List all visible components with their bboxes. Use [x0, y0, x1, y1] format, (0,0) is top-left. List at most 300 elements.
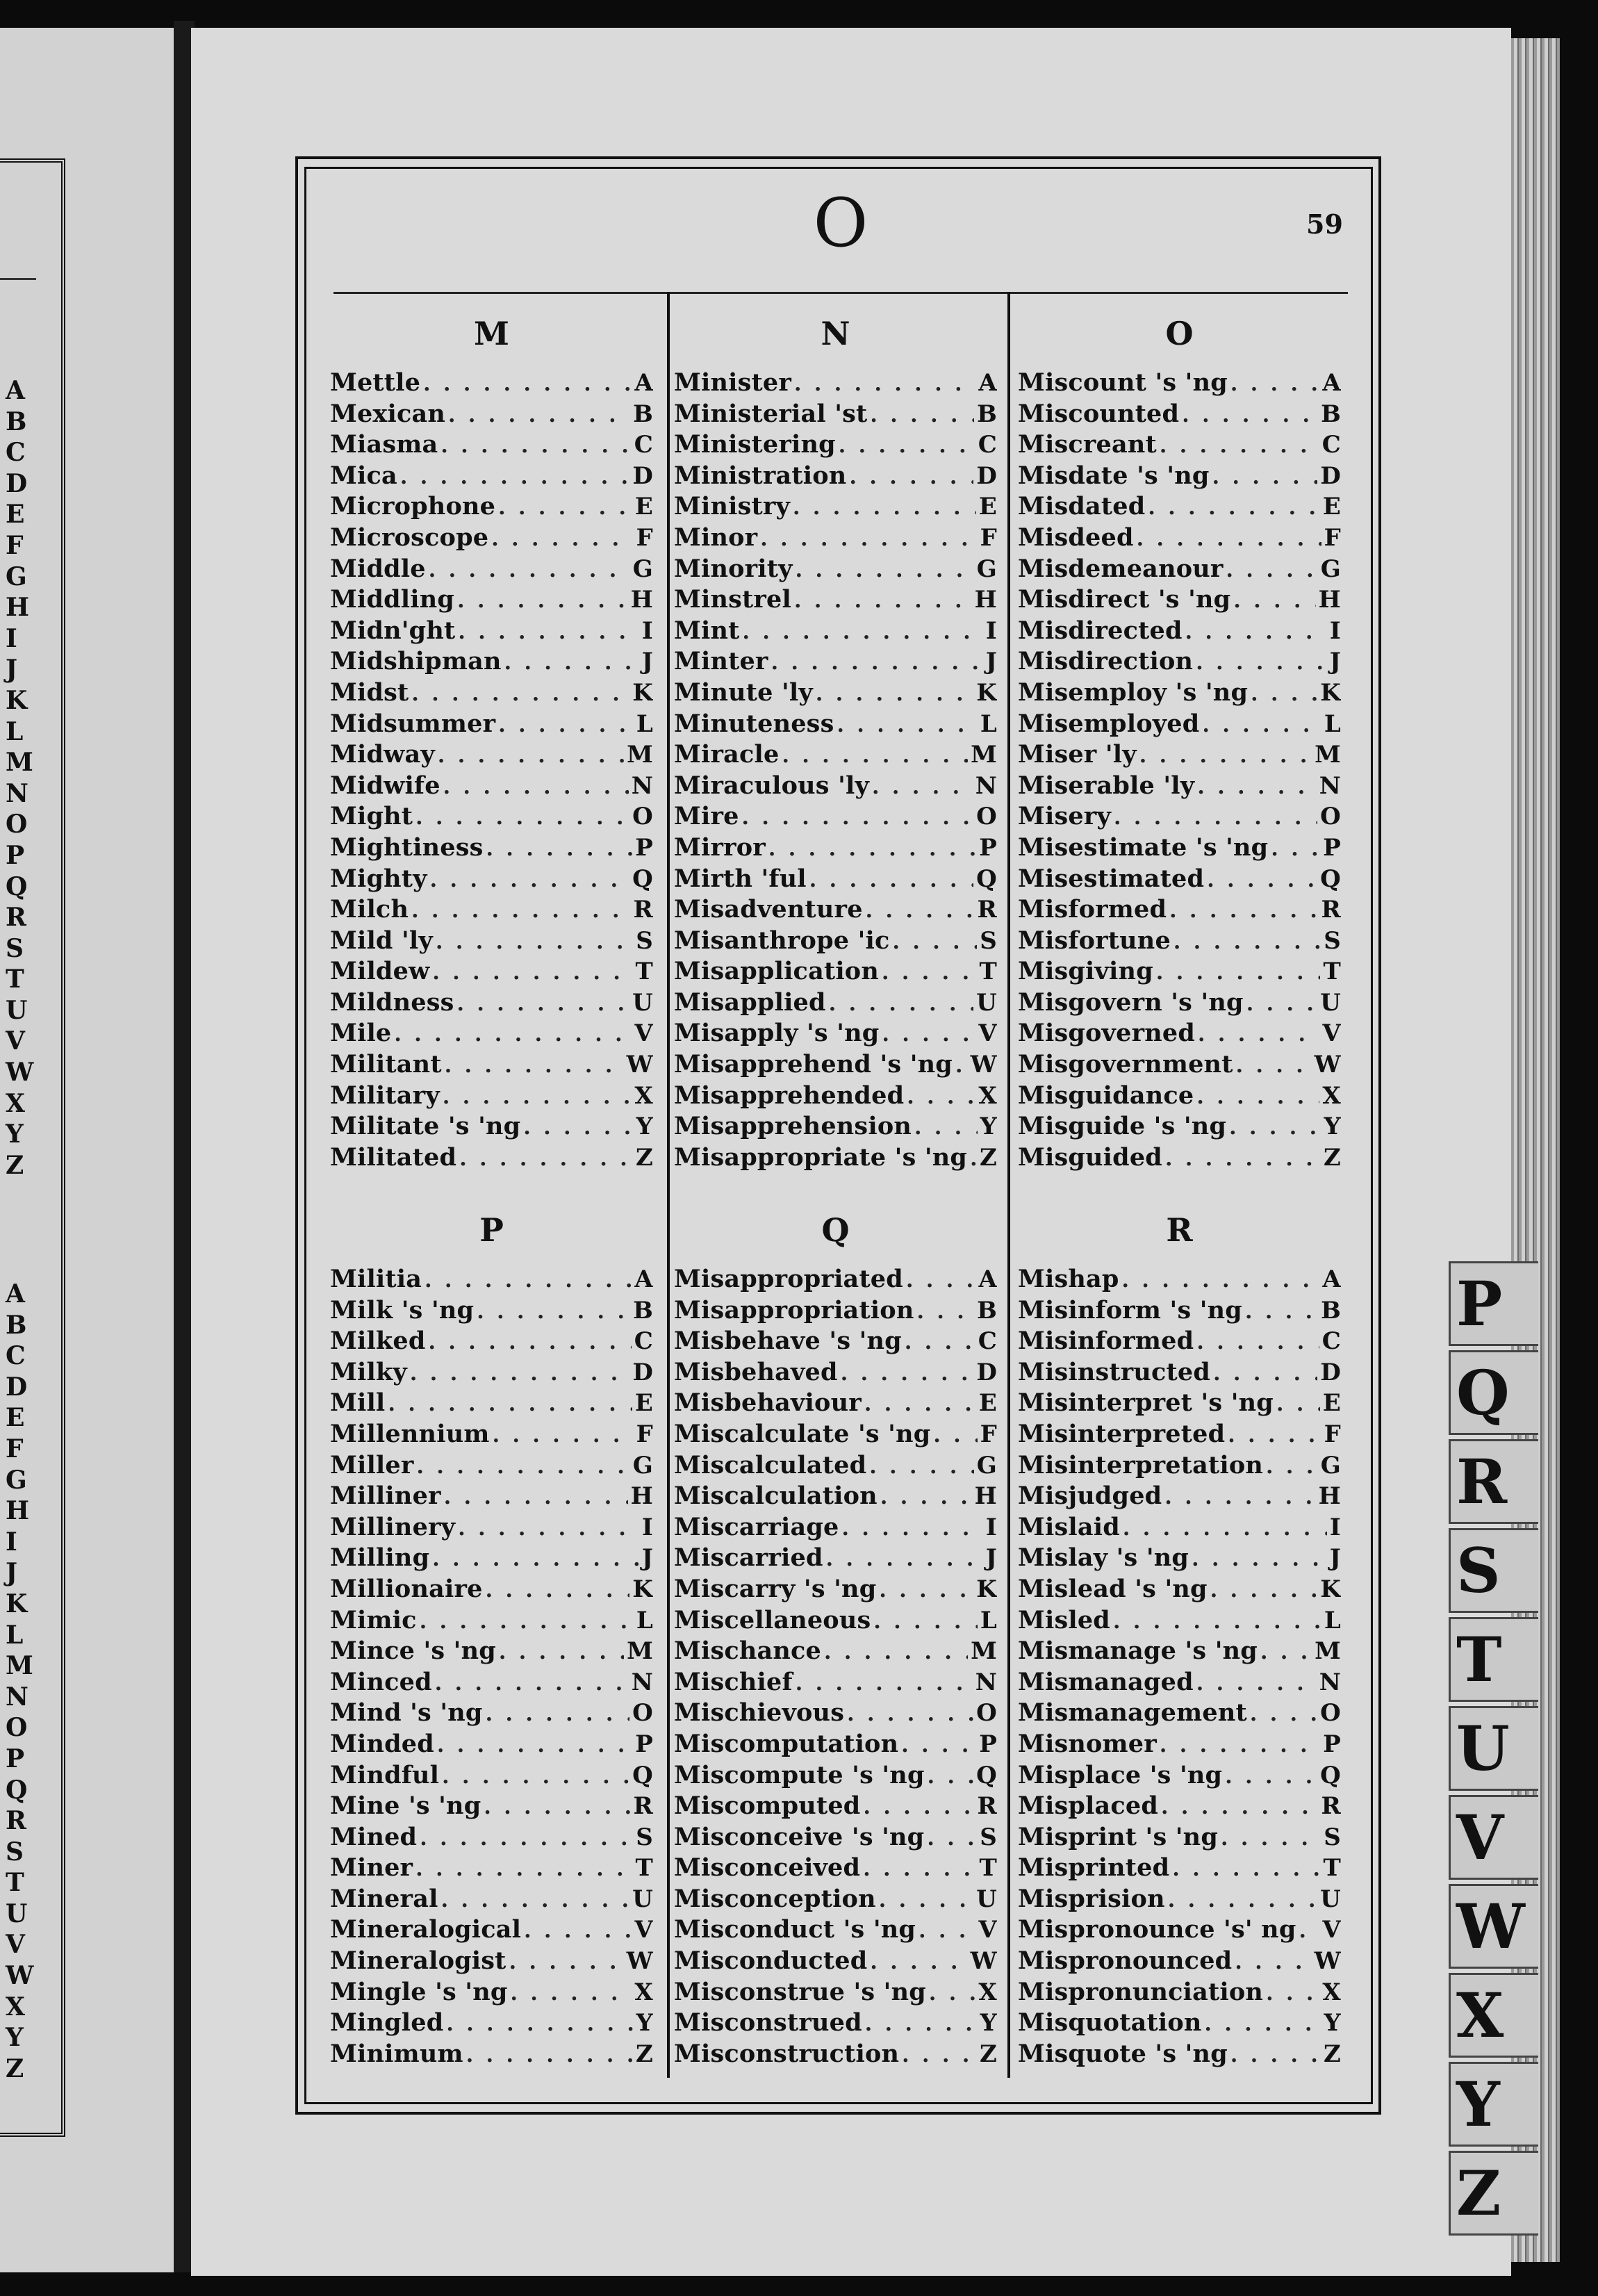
- index-entry: [1018, 1019, 1341, 1050]
- leader-dots: [1168, 1888, 1317, 1912]
- index-entry: [1018, 1853, 1341, 1885]
- index-entry: [674, 1019, 997, 1050]
- leader-dots: [1122, 1268, 1320, 1293]
- entry-list: [1018, 368, 1341, 1174]
- entry-key-letter: R: [1321, 1792, 1341, 1821]
- entry-word: Militated: [330, 1142, 457, 1172]
- entry-word: Mexican: [330, 399, 446, 428]
- entry-key-letter: B: [977, 400, 997, 428]
- leader-dots: [498, 495, 632, 520]
- entry-key-letter: T: [635, 958, 653, 986]
- entry-key-letter: W: [1314, 1051, 1341, 1079]
- index-entry: [674, 1730, 997, 1761]
- index-entry: [1018, 492, 1341, 523]
- leader-dots: [1148, 495, 1319, 520]
- index-entry: [674, 833, 997, 864]
- entry-word: Mismanaged: [1018, 1667, 1194, 1696]
- entry-word: Mishap: [1018, 1265, 1119, 1293]
- entry-key-letter: E: [634, 1389, 653, 1418]
- leader-dots: [829, 992, 973, 1016]
- entry-word: Ministering: [674, 430, 836, 459]
- entry-word: Misconducted: [674, 1946, 868, 1976]
- index-entry: [1018, 833, 1341, 864]
- entry-word: Misgovernment: [1018, 1050, 1233, 1079]
- facing-page-letter: M: [6, 1651, 33, 1681]
- entry-key-letter: W: [1314, 1947, 1341, 1976]
- leader-dots: [970, 1147, 977, 1171]
- entry-key-letter: W: [970, 1947, 997, 1976]
- facing-page-letter: Q: [6, 1775, 28, 1805]
- entry-word: Miscalculated: [674, 1450, 867, 1479]
- entry-key-letter: E: [1322, 493, 1341, 521]
- entry-key-letter: P: [979, 833, 997, 862]
- entry-word: Miscarriage: [674, 1512, 839, 1541]
- entry-word: Mighty: [330, 864, 427, 893]
- index-entry: [674, 1698, 997, 1730]
- entry-word: Middle: [330, 554, 426, 583]
- leader-dots: [1213, 1361, 1317, 1386]
- entry-key-letter: A: [1322, 369, 1341, 397]
- index-entry: [1018, 1388, 1341, 1420]
- facing-page-letter: S: [6, 933, 24, 963]
- entry-word: Misdirection: [1018, 647, 1194, 676]
- entry-key-letter: M: [1315, 1637, 1341, 1666]
- entry-key-letter: Q: [1320, 1761, 1341, 1789]
- index-entry: [1018, 461, 1341, 493]
- entry-word: Misapprehended: [674, 1081, 905, 1110]
- leader-dots: [420, 1826, 633, 1851]
- index-entry: [674, 926, 997, 958]
- leader-dots: [498, 713, 634, 737]
- entry-key-letter: G: [632, 1451, 653, 1479]
- leader-dots: [872, 775, 973, 799]
- entry-word: Misery: [1018, 802, 1111, 831]
- leader-dots: [837, 713, 978, 737]
- entry-key-letter: L: [1324, 1606, 1341, 1634]
- leader-dots: [893, 930, 978, 954]
- entry-word: Microscope: [330, 523, 489, 552]
- index-entry: [330, 678, 653, 710]
- leader-dots: [423, 372, 632, 396]
- entry-word: Mint: [674, 616, 740, 645]
- entry-word: Mislaid: [1018, 1512, 1120, 1541]
- leader-dots: [477, 1299, 630, 1324]
- section-n: [674, 299, 997, 1174]
- leader-dots: [1230, 372, 1320, 396]
- thumb-tab-s[interactable]: S: [1449, 1528, 1538, 1613]
- facing-page-letter: I: [6, 1527, 17, 1557]
- thumb-tab-u[interactable]: U: [1449, 1706, 1538, 1791]
- entry-key-letter: X: [634, 1081, 653, 1110]
- leader-dots: [388, 1392, 632, 1416]
- entry-key-letter: E: [978, 493, 997, 521]
- facing-page-letter: G: [6, 561, 27, 591]
- entry-word: Mischance: [674, 1637, 822, 1666]
- index-entry: [674, 2008, 997, 2040]
- facing-page-letter: G: [6, 1465, 27, 1495]
- leader-dots: [1233, 589, 1315, 613]
- entry-word: Misgoverned: [1018, 1019, 1195, 1048]
- leader-dots: [864, 1392, 976, 1416]
- leader-dots: [742, 620, 982, 644]
- entry-key-letter: Y: [636, 1113, 653, 1141]
- facing-page-letter: H: [6, 593, 30, 623]
- entry-word: Miscount 's 'ng: [1018, 368, 1228, 397]
- entry-word: Misplaced: [1018, 1791, 1159, 1821]
- index-entry: [1018, 1761, 1341, 1792]
- index-entry: [1018, 1791, 1341, 1823]
- leader-dots: [429, 558, 630, 582]
- index-entry: [330, 1358, 653, 1389]
- entry-word: Misappropriate 's 'ng: [674, 1142, 968, 1172]
- entry-word: Misinstructed: [1018, 1357, 1211, 1386]
- leader-dots: [928, 1764, 974, 1789]
- entry-key-letter: J: [1329, 1544, 1341, 1573]
- leader-dots: [1123, 1516, 1327, 1541]
- entry-key-letter: T: [979, 1854, 997, 1883]
- leader-dots: [436, 930, 633, 954]
- index-entry: [674, 1451, 997, 1482]
- entry-key-letter: H: [630, 586, 653, 614]
- leader-dots: [1212, 465, 1318, 489]
- leader-dots: [524, 1919, 632, 1943]
- index-entry: [1018, 430, 1341, 461]
- entry-word: Mildew: [330, 957, 430, 986]
- facing-page-letter: V: [6, 1930, 25, 1960]
- index-entry: [330, 492, 653, 523]
- entry-word: Misquotation: [1018, 2008, 1202, 2037]
- leader-dots: [824, 1640, 968, 1664]
- column-divider-2: [1007, 292, 1010, 2078]
- leader-dots: [879, 1888, 973, 1912]
- entry-key-letter: A: [634, 1265, 653, 1293]
- index-entry: [330, 1885, 653, 1916]
- leader-dots: [1114, 805, 1317, 830]
- leader-dots: [880, 1485, 972, 1509]
- leader-dots: [1260, 1640, 1312, 1664]
- facing-page-letter: Q: [6, 871, 28, 901]
- index-entry: [330, 1143, 653, 1174]
- index-entry: [330, 400, 653, 431]
- entry-word: Misconstrued: [674, 2008, 862, 2037]
- entry-key-letter: Z: [979, 2040, 997, 2068]
- leader-dots: [1225, 1764, 1317, 1789]
- thumb-tab-q[interactable]: Q: [1449, 1350, 1538, 1435]
- entry-key-letter: J: [985, 648, 997, 676]
- entry-word: Milliner: [330, 1482, 441, 1511]
- index-entry: [330, 1420, 653, 1451]
- index-entry: [674, 1358, 997, 1389]
- entry-key-letter: R: [633, 1792, 653, 1821]
- entry-list: [674, 368, 997, 1174]
- facing-page-letter: I: [6, 623, 17, 653]
- entry-key-letter: E: [978, 1389, 997, 1418]
- entry-key-letter: X: [978, 1081, 997, 1110]
- entry-key-letter: F: [980, 523, 997, 552]
- index-entry: [330, 926, 653, 958]
- index-entry: [674, 988, 997, 1019]
- facing-page-letter: P: [6, 1744, 25, 1773]
- entry-key-letter: M: [971, 1637, 997, 1666]
- leader-dots: [417, 1454, 630, 1479]
- index-entry: [1018, 1513, 1341, 1544]
- entry-key-letter: L: [636, 1606, 653, 1634]
- leader-dots: [1196, 650, 1327, 675]
- entry-key-letter: Q: [1320, 864, 1341, 893]
- facing-page-letter: C: [6, 438, 26, 468]
- index-entry: [674, 1327, 997, 1358]
- facing-page-letter: E: [6, 500, 25, 530]
- entry-word: Ministry: [674, 492, 791, 521]
- entry-key-letter: C: [1321, 1327, 1341, 1356]
- entry-word: Minute 'ly: [674, 678, 813, 707]
- index-entry: [674, 1050, 997, 1081]
- facing-page-letter: B: [6, 1310, 27, 1340]
- thumb-tab-w[interactable]: W: [1449, 1884, 1538, 1969]
- leader-dots: [865, 2012, 978, 2036]
- index-entry: [330, 1265, 653, 1296]
- facing-page-letter: J: [6, 655, 18, 684]
- leader-dots: [459, 1147, 633, 1171]
- entry-key-letter: K: [1320, 1575, 1341, 1603]
- entry-word: Minced: [330, 1667, 432, 1696]
- entry-word: Mettle: [330, 368, 421, 397]
- entry-key-letter: R: [977, 1792, 997, 1821]
- entry-word: Misadventure: [674, 895, 863, 924]
- index-entry: [330, 523, 653, 555]
- entry-key-letter: D: [1320, 1358, 1341, 1386]
- entry-key-letter: Y: [1324, 1113, 1341, 1141]
- leader-dots: [1196, 1671, 1317, 1696]
- facing-page-letter: X: [6, 1992, 25, 2022]
- entry-key-letter: F: [1324, 1420, 1341, 1448]
- index-entry: [674, 1575, 997, 1606]
- leader-dots: [509, 1950, 624, 1974]
- index-entry: [330, 1019, 653, 1050]
- leader-dots: [1235, 1950, 1311, 1974]
- entry-key-letter: B: [633, 400, 653, 428]
- leader-dots: [432, 1547, 639, 1571]
- entry-word: Misquote 's 'ng: [1018, 2039, 1228, 2068]
- index-entry: [330, 1637, 653, 1668]
- index-entry: [330, 555, 653, 586]
- entry-word: Minister: [674, 368, 791, 397]
- facing-page-letter: N: [6, 778, 28, 808]
- entry-word: Miscalculation: [674, 1482, 878, 1511]
- entry-key-letter: D: [1320, 461, 1341, 490]
- entry-key-letter: Y: [636, 2009, 653, 2037]
- index-entry: [674, 740, 997, 771]
- entry-word: Misdirected: [1018, 616, 1183, 645]
- index-entry: [1018, 1885, 1341, 1916]
- leader-dots: [1113, 1609, 1321, 1634]
- entry-key-letter: Y: [980, 2009, 997, 2037]
- thumb-tab-z[interactable]: Z: [1449, 2151, 1538, 2236]
- entry-word: Miscellaneous: [674, 1605, 871, 1634]
- index-entry: [330, 647, 653, 678]
- entry-word: Midshipman: [330, 647, 502, 676]
- entry-word: Misdemeanour: [1018, 554, 1224, 583]
- index-entry: [330, 864, 653, 896]
- leader-dots: [879, 1578, 973, 1602]
- index-entry: [674, 957, 997, 988]
- facing-page-letter: N: [6, 1682, 28, 1712]
- entry-key-letter: E: [1322, 1389, 1341, 1418]
- entry-list: [674, 1265, 997, 2070]
- leader-dots: [1221, 1826, 1321, 1851]
- index-entry: [1018, 1978, 1341, 2009]
- entry-key-letter: F: [1324, 523, 1341, 552]
- leader-dots: [1198, 1022, 1319, 1047]
- entry-key-letter: H: [1318, 1482, 1341, 1511]
- entry-word: Misformed: [1018, 895, 1167, 924]
- entry-key-letter: A: [978, 1265, 997, 1293]
- thumb-tab-x[interactable]: X: [1449, 1973, 1538, 2058]
- leader-dots: [458, 620, 639, 644]
- leader-dots: [742, 805, 974, 830]
- facing-page-letter: S: [6, 1837, 24, 1867]
- entry-key-letter: O: [1320, 803, 1341, 831]
- entry-word: Might: [330, 802, 413, 831]
- index-entry: [674, 1265, 997, 1296]
- leader-dots: [394, 1022, 632, 1047]
- entry-key-letter: H: [974, 1482, 997, 1511]
- index-entry: [1018, 1698, 1341, 1730]
- thumb-tab-p[interactable]: P: [1449, 1261, 1538, 1346]
- index-entry: [330, 585, 653, 616]
- entry-word: Mislay 's 'ng: [1018, 1543, 1189, 1573]
- entry-word: Misappropriation: [674, 1295, 914, 1325]
- entry-key-letter: Z: [979, 1143, 997, 1172]
- entry-key-letter: C: [1321, 431, 1341, 459]
- leader-dots: [1197, 775, 1316, 799]
- entry-key-letter: H: [974, 586, 997, 614]
- index-entry: [1018, 1143, 1341, 1174]
- entry-word: Misestimated: [1018, 864, 1205, 893]
- leader-dots: [1169, 899, 1318, 923]
- entry-key-letter: Z: [635, 1143, 653, 1172]
- entry-key-letter: Q: [976, 1761, 997, 1789]
- index-entry: [1018, 1420, 1341, 1451]
- leader-dots: [484, 1795, 630, 1819]
- leader-dots: [415, 805, 629, 830]
- leader-dots: [410, 1361, 629, 1386]
- entry-key-letter: H: [630, 1482, 653, 1511]
- leader-dots: [435, 1671, 629, 1696]
- entry-key-letter: R: [633, 896, 653, 924]
- entry-word: Ministration: [674, 461, 847, 490]
- facing-page-letter: E: [6, 1403, 25, 1433]
- entry-key-letter: M: [627, 741, 653, 769]
- leader-dots: [438, 744, 624, 768]
- entry-key-letter: S: [980, 926, 997, 955]
- entry-word: Microphone: [330, 492, 496, 521]
- index-entry: [330, 1606, 653, 1637]
- entry-word: Misguided: [1018, 1142, 1162, 1172]
- entry-key-letter: F: [980, 1420, 997, 1448]
- entry-word: Midst: [330, 678, 409, 707]
- leader-dots: [1160, 1733, 1320, 1757]
- entry-key-letter: R: [977, 896, 997, 924]
- leader-dots: [1185, 620, 1327, 644]
- index-entry: [674, 616, 997, 648]
- entry-key-letter: T: [635, 1854, 653, 1883]
- entry-key-letter: U: [632, 988, 653, 1017]
- entry-key-letter: D: [632, 1358, 653, 1386]
- index-entry: [330, 1946, 653, 1978]
- entry-word: Misfortune: [1018, 926, 1171, 955]
- index-entry: [1018, 1915, 1341, 1946]
- thumb-tab-r[interactable]: R: [1449, 1439, 1538, 1524]
- entry-key-letter: L: [1324, 710, 1341, 738]
- entry-key-letter: P: [1323, 833, 1341, 862]
- entry-word: Misconceive 's 'ng: [674, 1822, 925, 1851]
- entry-word: Milk 's 'ng: [330, 1295, 475, 1325]
- entry-key-letter: N: [975, 1668, 997, 1696]
- index-entry: [1018, 771, 1341, 803]
- index-entry: [674, 1081, 997, 1113]
- facing-page-letter: O: [6, 810, 28, 839]
- entry-key-letter: C: [978, 431, 997, 459]
- section-q: [674, 1195, 997, 2070]
- leader-dots: [782, 744, 968, 768]
- entry-key-letter: U: [976, 988, 997, 1017]
- leader-dots: [1137, 527, 1321, 551]
- facing-page-letters-bottom: [6, 1279, 33, 2084]
- entry-key-letter: N: [1319, 771, 1341, 800]
- thumb-tab-v[interactable]: V: [1449, 1795, 1538, 1880]
- leader-dots: [816, 682, 973, 706]
- index-entry: [1018, 1637, 1341, 1668]
- entry-word: Misinform 's 'ng: [1018, 1295, 1242, 1325]
- entry-word: Midn'ght: [330, 616, 456, 645]
- index-entry: [1018, 368, 1341, 400]
- entry-key-letter: D: [976, 1358, 997, 1386]
- entry-key-letter: H: [1318, 586, 1341, 614]
- index-entry: [674, 895, 997, 926]
- index-entry: [330, 1482, 653, 1513]
- entry-word: Misconstrue 's 'ng: [674, 1977, 926, 2006]
- facing-page-letter: C: [6, 1341, 26, 1371]
- leader-dots: [444, 1485, 628, 1509]
- thumb-tab-t[interactable]: T: [1449, 1617, 1538, 1702]
- entry-word: Misconstruction: [674, 2039, 900, 2068]
- index-entry: [1018, 1575, 1341, 1606]
- index-entry: [674, 1668, 997, 1699]
- entry-word: Miscomputation: [674, 1729, 899, 1758]
- entry-word: Miller: [330, 1450, 414, 1479]
- leader-dots: [411, 682, 629, 706]
- leader-dots: [870, 403, 974, 427]
- entry-key-letter: X: [1322, 1978, 1341, 2006]
- index-entry: [674, 400, 997, 431]
- entry-word: Misnomer: [1018, 1729, 1157, 1758]
- entry-key-letter: D: [632, 461, 653, 490]
- leader-dots: [445, 1053, 624, 1078]
- thumb-tab-y[interactable]: Y: [1449, 2062, 1538, 2147]
- entry-word: Millinery: [330, 1512, 456, 1541]
- facing-page-letter: F: [6, 1434, 24, 1463]
- entry-key-letter: T: [979, 958, 997, 986]
- entry-word: Misapply 's 'ng: [674, 1019, 880, 1048]
- entry-word: Misprinted: [1018, 1853, 1170, 1883]
- entry-word: Minter: [674, 647, 768, 676]
- entry-word: Misprint 's 'ng: [1018, 1822, 1218, 1851]
- entry-key-letter: J: [985, 1544, 997, 1573]
- index-entry: [1018, 802, 1341, 833]
- index-entry: [674, 802, 997, 833]
- entry-word: Misjudged: [1018, 1482, 1162, 1511]
